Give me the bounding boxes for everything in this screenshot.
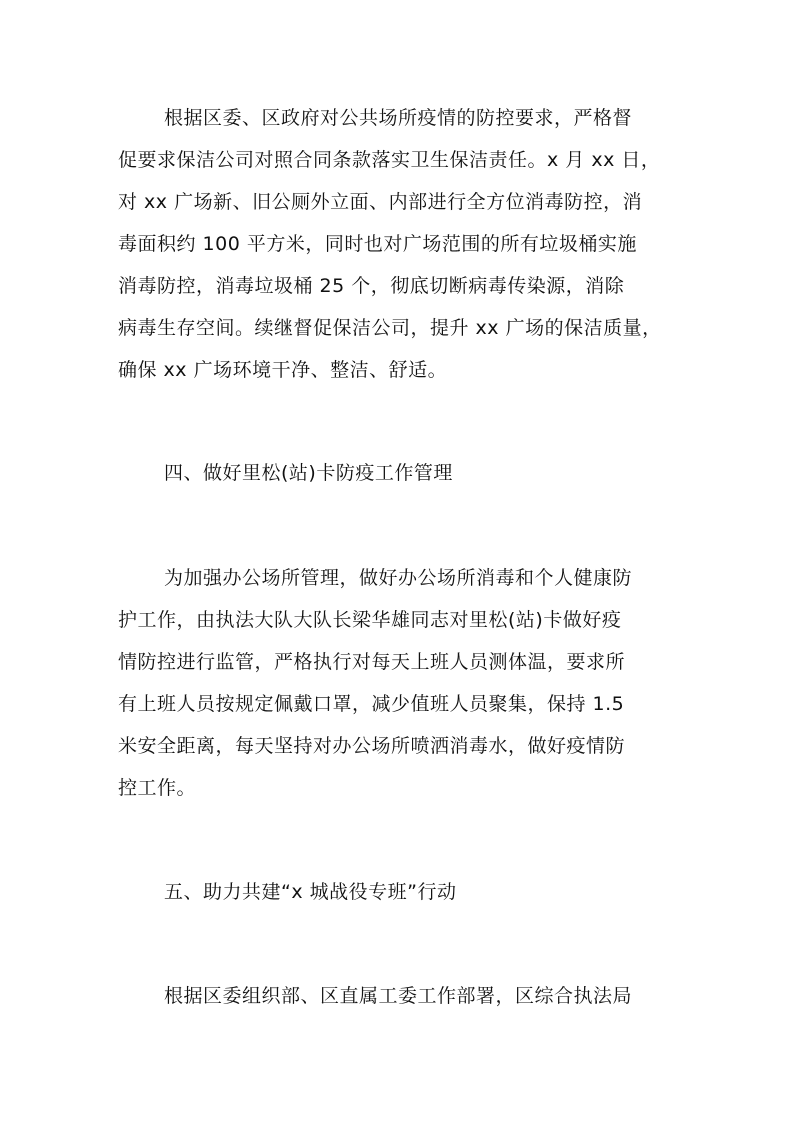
paragraph-line: 情防控进行监管，严格执行对每天上班人员测体温，要求所 [118,651,626,673]
paragraph-line: 对 xx 广场新、旧公厕外立面、内部进行全方位消毒防控，消 [118,191,643,213]
paragraph-line: 消毒防控，消毒垃圾桶 25 个，彻底切断病毒传染源，消除 [118,275,625,297]
paragraph-line: 根据区委组织部、区直属工委工作部署，区综合执法局 [164,985,633,1007]
paragraph-line: 米安全距离，每天坚持对办公场所喷洒消毒水，做好疫情防 [118,735,626,757]
paragraph-line: 毒面积约 100 平方米，同时也对广场范围的所有垃圾桶实施 [118,233,637,255]
paragraph-line: 确保 xx 广场环境干净、整洁、舒适。 [118,359,448,381]
paragraph-line: 为加强办公场所管理，做好办公场所消毒和个人健康防 [164,567,633,589]
paragraph-line: 护工作，由执法大队大队长梁华雄同志对里松(站)卡做好疫 [118,609,622,631]
paragraph-line: 有上班人员按规定佩戴口罩，减少值班人员聚集，保持 1.5 [118,693,625,715]
paragraph-line: 控工作。 [118,777,197,799]
paragraph-line: 根据区委、区政府对公共场所疫情的防控要求，严格督 [164,107,633,129]
section-heading: 五、助力共建“x 城战役专班”行动 [164,881,457,903]
paragraph-line: 病毒生存空间。续继督促保洁公司，提升 xx 广场的保洁质量， [118,317,662,339]
section-heading: 四、做好里松(站)卡防疫工作管理 [164,462,453,484]
paragraph-line: 促要求保洁公司对照合同条款落实卫生保洁责任。x 月 xx 日， [118,149,661,171]
